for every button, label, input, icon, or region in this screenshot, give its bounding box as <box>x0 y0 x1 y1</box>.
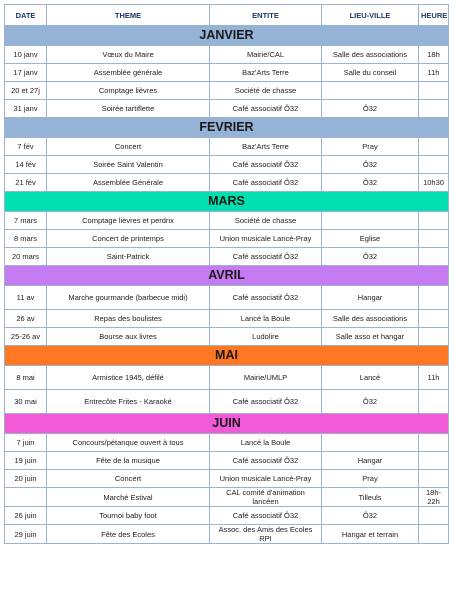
event-theme: Comptage lièvres et perdrix <box>47 212 210 230</box>
header-heure: HEURE <box>419 5 449 26</box>
event-row <box>5 328 449 346</box>
event-entite: Société de chasse <box>210 82 322 100</box>
event-theme: Fête des Ecoles <box>47 525 210 544</box>
event-date: 7 mars <box>5 212 47 230</box>
event-theme: Armistice 1945, défilé <box>47 366 210 390</box>
month-row <box>5 414 449 434</box>
month-row <box>5 118 449 138</box>
event-date: 30 mai <box>5 390 47 414</box>
table-body <box>5 26 449 544</box>
event-date: 20 juin <box>5 470 47 488</box>
event-row <box>5 230 449 248</box>
header-theme: THEME <box>47 5 210 26</box>
event-date: 20 mars <box>5 248 47 266</box>
event-lieu: Salle asso et hangar <box>322 328 419 346</box>
event-row <box>5 488 449 507</box>
event-entite: Café associatif Ô32 <box>210 286 322 310</box>
event-row <box>5 248 449 266</box>
event-heure <box>419 156 449 174</box>
event-theme: Comptage lièvres <box>47 82 210 100</box>
event-lieu: Hangar <box>322 452 419 470</box>
event-theme: Concert de printemps <box>47 230 210 248</box>
event-entite: Assoc. des Amis des Ecoles RPI <box>210 525 322 544</box>
event-date: 29 juin <box>5 525 47 544</box>
event-entite: CAL comité d'animation lancéen <box>210 488 322 507</box>
event-row <box>5 64 449 82</box>
event-lieu: Tilleuls <box>322 488 419 507</box>
event-heure <box>419 310 449 328</box>
header-row <box>5 5 449 26</box>
event-entite: Mairie/UMLP <box>210 366 322 390</box>
event-heure <box>419 525 449 544</box>
event-entite: Café associatif Ô32 <box>210 248 322 266</box>
event-row <box>5 390 449 414</box>
event-date: 17 janv <box>5 64 47 82</box>
event-lieu: Ô32 <box>322 100 419 118</box>
event-heure: 18h-22h <box>419 488 449 507</box>
event-heure <box>419 82 449 100</box>
event-heure <box>419 328 449 346</box>
event-row <box>5 156 449 174</box>
event-lieu: Ô32 <box>322 156 419 174</box>
event-entite: Café associatif Ô32 <box>210 174 322 192</box>
event-lieu: Salle des associations <box>322 46 419 64</box>
month-row <box>5 346 449 366</box>
event-row <box>5 174 449 192</box>
month-row <box>5 192 449 212</box>
event-lieu: Eglise <box>322 230 419 248</box>
event-date: 26 av <box>5 310 47 328</box>
event-row <box>5 310 449 328</box>
month-title: FEVRIER <box>5 118 449 138</box>
event-entite: Café associatif Ô32 <box>210 156 322 174</box>
event-row <box>5 434 449 452</box>
event-theme: Concert <box>47 138 210 156</box>
event-heure <box>419 230 449 248</box>
month-title: AVRIL <box>5 266 449 286</box>
event-entite: Union musicale Lancé-Pray <box>210 470 322 488</box>
event-row <box>5 507 449 525</box>
event-lieu: Lancé <box>322 366 419 390</box>
event-date: 25-26 av <box>5 328 47 346</box>
event-heure <box>419 212 449 230</box>
event-theme: Repas des boulistes <box>47 310 210 328</box>
event-lieu: Salle des associations <box>322 310 419 328</box>
header-lieu-ville: LIEU-VILLE <box>322 5 419 26</box>
event-theme: Tournoi baby foot <box>47 507 210 525</box>
event-row <box>5 82 449 100</box>
event-heure <box>419 507 449 525</box>
event-entite: Baz'Arts Terre <box>210 138 322 156</box>
events-calendar <box>4 4 448 544</box>
event-entite: Café associatif Ô32 <box>210 507 322 525</box>
event-date: 20 et 27j <box>5 82 47 100</box>
event-lieu: Pray <box>322 138 419 156</box>
month-title: MARS <box>5 192 449 212</box>
month-title: JUIN <box>5 414 449 434</box>
event-entite: Ludolire <box>210 328 322 346</box>
event-date: 7 juin <box>5 434 47 452</box>
event-lieu: Ô32 <box>322 174 419 192</box>
event-theme: Assemblée générale <box>47 64 210 82</box>
month-title: MAI <box>5 346 449 366</box>
event-row <box>5 100 449 118</box>
event-date <box>5 488 47 507</box>
event-lieu: Pray <box>322 470 419 488</box>
event-row <box>5 452 449 470</box>
event-lieu: Ô32 <box>322 507 419 525</box>
event-lieu: Salle du conseil <box>322 64 419 82</box>
event-entite: Lancé la Boule <box>210 310 322 328</box>
event-date: 26 juin <box>5 507 47 525</box>
event-theme: Assemblée Générale <box>47 174 210 192</box>
event-entite: Société de chasse <box>210 212 322 230</box>
event-theme: Saint-Patrick <box>47 248 210 266</box>
event-heure <box>419 286 449 310</box>
event-theme: Soirée tartiflette <box>47 100 210 118</box>
event-entite: Café associatif Ô32 <box>210 100 322 118</box>
event-entite: Lancé la Boule <box>210 434 322 452</box>
event-row <box>5 212 449 230</box>
event-lieu: Hangar et terrain <box>322 525 419 544</box>
event-theme: Concert <box>47 470 210 488</box>
event-heure <box>419 434 449 452</box>
event-date: 19 juin <box>5 452 47 470</box>
event-theme: Entrecôte Frites - Karaoké <box>47 390 210 414</box>
event-row <box>5 138 449 156</box>
event-heure: 10h30 <box>419 174 449 192</box>
event-theme: Marche gourmande (barbecue midi) <box>47 286 210 310</box>
event-entite: Café associatif Ô32 <box>210 452 322 470</box>
event-row <box>5 470 449 488</box>
event-date: 11 av <box>5 286 47 310</box>
event-date: 14 fév <box>5 156 47 174</box>
event-date: 8 mai <box>5 366 47 390</box>
event-row <box>5 286 449 310</box>
event-heure <box>419 390 449 414</box>
event-theme: Vœux du Maire <box>47 46 210 64</box>
event-entite: Café associatif Ô32 <box>210 390 322 414</box>
event-heure <box>419 138 449 156</box>
month-row <box>5 26 449 46</box>
event-theme: Fête de la musique <box>47 452 210 470</box>
month-title: JANVIER <box>5 26 449 46</box>
event-theme: Bourse aux livres <box>47 328 210 346</box>
event-date: 10 janv <box>5 46 47 64</box>
event-row <box>5 525 449 544</box>
event-theme: Marché Estival <box>47 488 210 507</box>
event-heure: 18h <box>419 46 449 64</box>
event-entite: Baz'Arts Terre <box>210 64 322 82</box>
event-entite: Union musicale Lancé-Pray <box>210 230 322 248</box>
event-heure <box>419 470 449 488</box>
event-date: 8 mars <box>5 230 47 248</box>
event-date: 21 fév <box>5 174 47 192</box>
header-date: DATE <box>5 5 47 26</box>
month-row <box>5 266 449 286</box>
event-date: 7 fév <box>5 138 47 156</box>
event-entite: Mairie/CAL <box>210 46 322 64</box>
events-table <box>4 4 449 544</box>
header-entite: ENTITE <box>210 5 322 26</box>
event-row <box>5 46 449 64</box>
event-lieu <box>322 212 419 230</box>
event-row <box>5 366 449 390</box>
event-date: 31 janv <box>5 100 47 118</box>
event-lieu <box>322 434 419 452</box>
event-heure <box>419 100 449 118</box>
event-heure <box>419 452 449 470</box>
event-lieu: Hangar <box>322 286 419 310</box>
event-lieu: Ô32 <box>322 390 419 414</box>
event-theme: Concours/pétanque ouvert à tous <box>47 434 210 452</box>
event-theme: Soirée Saint Valentin <box>47 156 210 174</box>
event-lieu: Ô32 <box>322 248 419 266</box>
event-heure <box>419 248 449 266</box>
event-lieu <box>322 82 419 100</box>
event-heure: 11h <box>419 64 449 82</box>
event-heure: 11h <box>419 366 449 390</box>
